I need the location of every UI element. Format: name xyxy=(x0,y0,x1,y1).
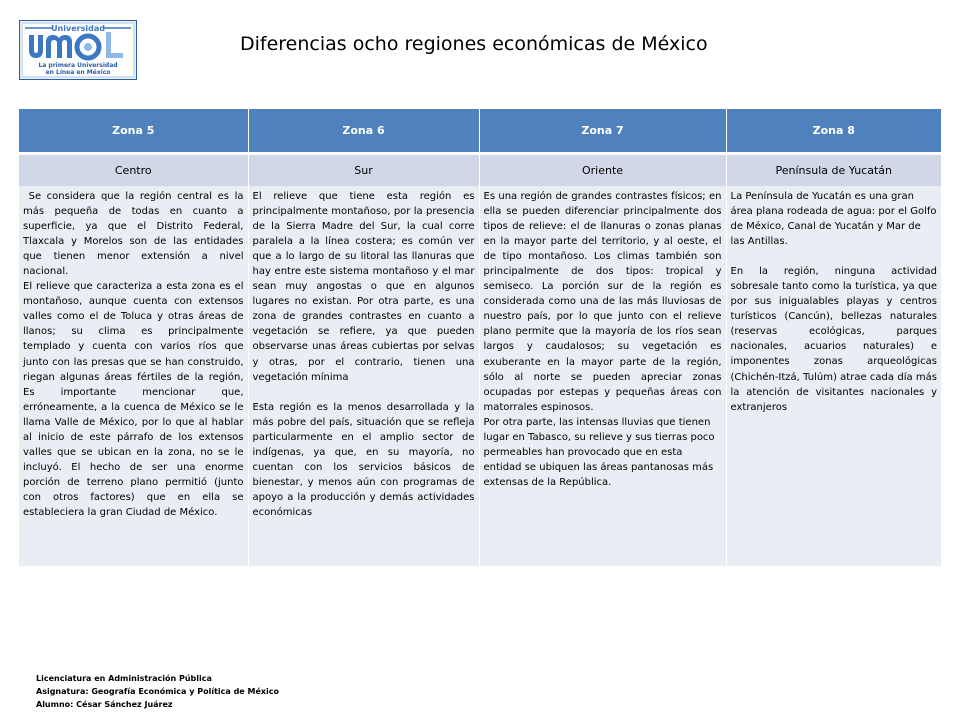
logo-letter-m xyxy=(46,35,72,58)
description-paragraph: Es una región de grandes contrastes físicos; en ella se pueden diferenciar principalmente dos tipos de relieve: el de llanuras o zonas planas en la mayor parte del territorio, y al oeste, el de tipo montañoso. Los climas también son principalmente de dos tipos: tropical y semiseco. La porción sur de la región es considerada como una de las más lluviosas de nuestro país, por lo que junto con el relieve plano permite que la mayoría de los ríos sean largos y caudalosos; su vegetación es exuberante en la mayor parte de la región, sólo al norte se pueden apreciar zonas ocupadas por estepas y pequeñas áreas con matorrales espinosos. xyxy=(483,191,722,413)
header-zona-7: Zona 7 xyxy=(479,109,726,154)
description-zona-6 xyxy=(248,186,479,566)
region-oriente: Oriente xyxy=(479,154,726,187)
logo-tagline-2: en Línea en México xyxy=(45,69,111,76)
region-names-row xyxy=(19,154,941,187)
description-zona-5 xyxy=(19,186,248,566)
umel-logo-graphic xyxy=(19,20,137,80)
descriptions-row xyxy=(19,186,941,566)
regions-table xyxy=(19,109,941,566)
umel-logo xyxy=(19,20,137,80)
description-paragraph: El relieve que tiene esta región es principalmente montañoso, por la presencia de la Sierra Madre del Sur, la cual corre paralela a la línea costera; es común ver que a lo largo de su litoral las llanuras que hay entre este sistema montañoso y el mar sean muy angostas o que en algunos lugares no existan. Por otra parte, es una zona de grandes contrastes en cuanto a vegetación se refiere, ya que pueden observarse unas áreas cubiertas por selvas y otras, por el contrario, tienen una vegetación mínima xyxy=(252,191,475,383)
description-paragraph: Por otra parte, las intensas lluvias que tienen lugar en Tabasco, su relieve y sus tierras poco permeables han provocado que en esta entidad se ubiquen las áreas pantanosas más extensas de la República. xyxy=(483,416,715,488)
logo-tagline-1: La primera Universidad xyxy=(38,62,118,69)
logo-top-text: Universidad xyxy=(51,24,105,33)
footer-subject: Asignatura: Geografía Económica y Política de México xyxy=(36,687,280,696)
description-blank-line xyxy=(253,385,475,400)
description-paragraph: Se considera que la región central es la más pequeña de todas en cuanto a superficie, ya que el Distrito Federal, Tlaxcala y Morelos son de las entidades que tienen menor extensión a nivel nacional. xyxy=(23,191,247,278)
description-paragraph: En la región, ninguna actividad sobresale tanto como la turística, ya que por sus inigualables playas y centros turísticos (Cancún), bellezas naturales (reservas ecológicas, parques nacionales, acuarios naturales) e imponentes zonas arqueológicas (Chichén-Itzá, Tulúm) atrae cada día más la atención de visitantes nacionales y extranjeros xyxy=(730,266,937,413)
description-zona-7 xyxy=(479,186,726,566)
header-zona-5: Zona 5 xyxy=(19,109,248,154)
description-paragraph: Esta región es la menos desarrollada y la más pobre del país, situación que se refleja particularmente en el amplio sector de indígenas, ya que, en su mayoría, no cuentan con los servicios básicos de bienestar, y menos aún con programas de apoyo a la producción y demás actividades económicas xyxy=(252,401,475,518)
region-centro: Centro xyxy=(19,154,248,187)
header-zona-8: Zona 8 xyxy=(726,109,941,154)
footer-student: Alumno: César Sánchez Juárez xyxy=(36,700,173,709)
page-title: Diferencias ocho regiones económicas de México xyxy=(240,33,708,55)
region-peninsula-yucatan: Península de Yucatán xyxy=(726,154,941,187)
header-row xyxy=(19,109,941,154)
description-paragraph: El relieve que caracteriza a esta zona es el montañoso, aunque cuenta con extensos valles como el de Toluca y otras áreas de llanos; su clima es principalmente templado y cuenta con varios ríos que junto con las presas que se han construido, riegan algunas áreas fértiles de la región, Es importante mencionar que, erróneamente, a la cuenca de México se le llama Valle de México, por lo que al hablar al inicio de este párrafo de los extensos valles que se ubican en la zona, no se le incluyó. El hecho de ser una enorme porción de terreno plano permitió (junto con otros factores) que en ella se estableciera la gran Ciudad de México. xyxy=(23,281,244,518)
region-sur: Sur xyxy=(248,154,479,187)
header-zona-6: Zona 6 xyxy=(248,109,479,154)
footer-degree: Licenciatura en Administración Pública xyxy=(36,674,212,683)
description-zona-8 xyxy=(726,186,941,566)
footer-info xyxy=(36,672,279,711)
description-paragraph: La Península de Yucatán es una gran área plana rodeada de agua: por el Golfo de México, Canal de Yucatán y Mar de las Antillas. xyxy=(730,191,937,248)
description-blank-line xyxy=(731,249,938,264)
